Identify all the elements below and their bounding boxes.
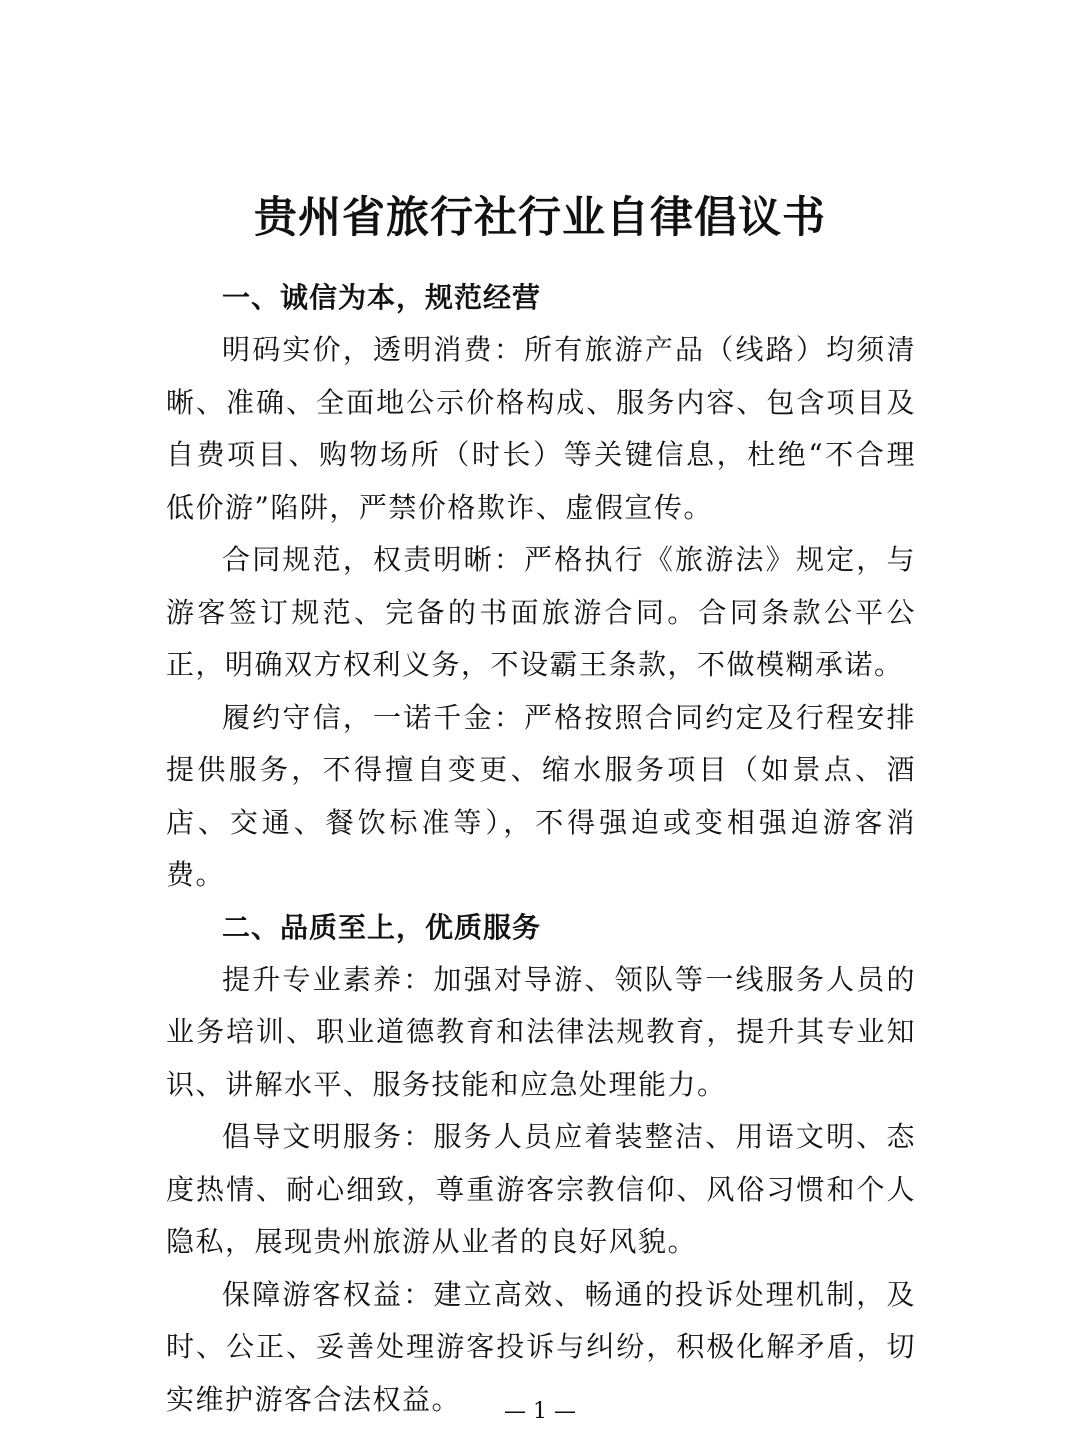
paragraph: 履约守信，一诺千金：严格按照合同约定及行程安排提供服务，不得擅自变更、缩水服务项目（如景点、酒店、交通、餐饮标准等），不得强迫或变相强迫游客消费。 [166, 700, 916, 891]
paragraph: 倡导文明服务：服务人员应着装整洁、用语文明、态度热情、耐心细致，尊重游客宗教信仰、风俗习惯和个人隐私，展现贵州旅游从业者的良好风貌。 [166, 1120, 916, 1258]
paragraph: 明码实价，透明消费：所有旅游产品（线路）均须清晰、准确、全面地公示价格构成、服务内容、包含项目及自费项目、购物场所（时长）等关键信息，杜绝“不合理低价游”陷阱，严禁价格欺诈、虚假宣传。 [166, 333, 916, 524]
section-1 [166, 272, 916, 902]
paragraph: 提升专业素养：加强对导游、领队等一线服务人员的业务培训、职业道德教育和法律法规教育，提升其专业知识、讲解水平、服务技能和应急处理能力。 [166, 962, 916, 1101]
section-heading: 二、品质至上，优质服务 [222, 910, 542, 944]
section-2 [166, 902, 916, 1427]
document-title: 贵州省旅行社行业自律倡议书 [254, 192, 826, 243]
page-number: — 1 — [504, 1399, 576, 1424]
document-body [166, 272, 916, 1426]
paragraph: 保障游客权益：建立高效、畅通的投诉处理机制，及时、公正、妥善处理游客投诉与纠纷，积极化解矛盾，切实维护游客合法权益。 [166, 1277, 916, 1416]
paragraph: 合同规范，权责明晰：严格执行《旅游法》规定，与游客签订规范、完备的书面旅游合同。合同条款公平公正，明确双方权利义务，不设霸王条款，不做模糊承诺。 [166, 543, 916, 681]
section-heading: 一、诚信为本，规范经营 [222, 281, 542, 314]
